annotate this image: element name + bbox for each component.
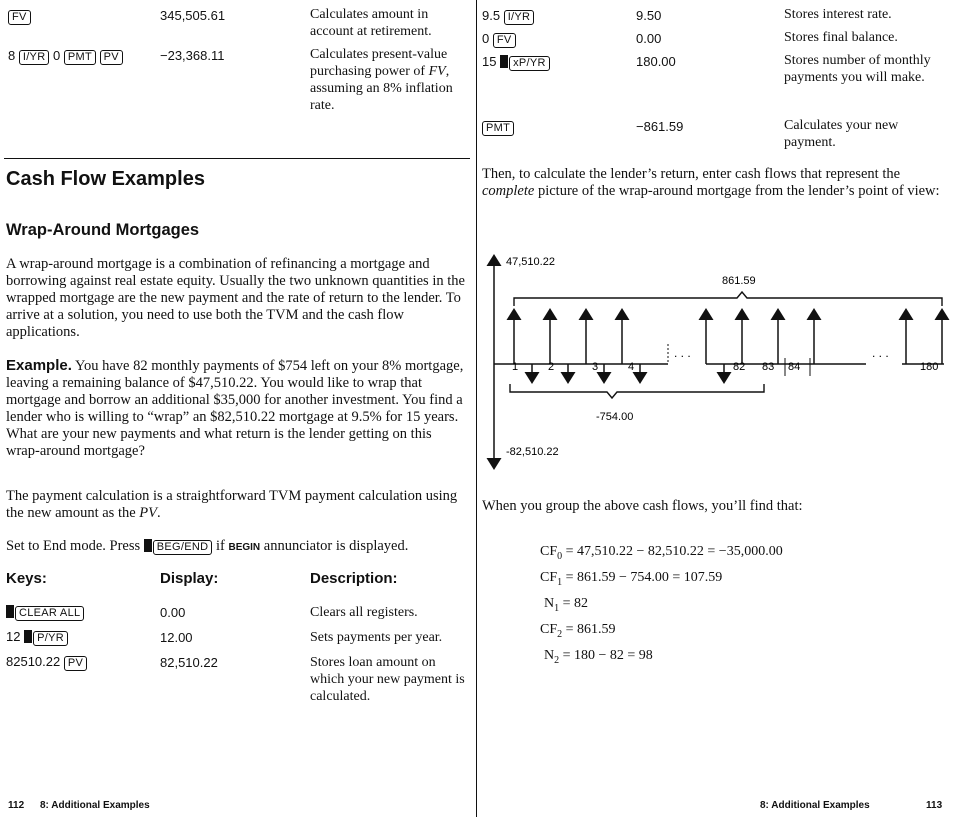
left-row-2-display: 12.00 bbox=[160, 630, 193, 645]
left-row-1-display: 0.00 bbox=[160, 605, 186, 620]
period-label-83: 83 bbox=[762, 361, 775, 373]
right-top-row-2-display: 0.00 bbox=[636, 31, 662, 46]
calculator-key: xP/YR bbox=[509, 56, 550, 71]
left-top-row-1-display: 345,505.61 bbox=[160, 8, 226, 23]
section-divider bbox=[4, 158, 470, 159]
key-entry-text: 8 bbox=[8, 48, 19, 63]
left-top-row-2-description: Calculates present-value purchasing power of FV, assuming an 8% inflation rate. bbox=[310, 47, 453, 113]
section-title: Cash Flow Examples bbox=[6, 168, 205, 190]
left-row-2-description: Sets payments per year. bbox=[310, 630, 443, 645]
period-label-84: 84 bbox=[788, 361, 801, 373]
right-top-row-3-keys bbox=[482, 54, 550, 71]
period-label-1: 1 bbox=[512, 361, 519, 373]
left-row-2-keys bbox=[6, 629, 68, 646]
ellipsis-2: . . . bbox=[872, 346, 889, 360]
key-entry-text: 0 bbox=[49, 48, 64, 63]
calculator-key: I/YR bbox=[504, 10, 535, 25]
calculator-key: PV bbox=[64, 656, 87, 671]
mode-instruction: Set to End mode. Press BEG/END if BEGIN annunciator is displayed. bbox=[6, 538, 409, 554]
right-top-row-1-keys bbox=[482, 8, 534, 25]
left-row-1-keys bbox=[6, 604, 84, 621]
key-entry-text: 12 bbox=[6, 629, 25, 644]
left-row-1-description: Clears all registers. bbox=[310, 605, 418, 620]
calculator-key: CLEAR ALL bbox=[15, 606, 84, 621]
shift-key-icon bbox=[6, 605, 14, 618]
group-paragraph: When you group the above cash flows, you’ll find that: bbox=[482, 498, 803, 514]
calculator-key: FV bbox=[8, 10, 31, 25]
example-paragraph: Example. You have 82 monthly payments of $754 left on your 8% mortgage, leaving a remaining balance of $47,510.22. You would like to wrap that mortgage and borrow an additional $35,000 for another investment. You find a lender who is willing to “wrap” an $82,510.22 mortgage at 9.5% for 15 years. What are your new payments and what return is the lender getting on this wrap-around mortgage? bbox=[6, 357, 464, 459]
label-top-value: 47,510.22 bbox=[506, 256, 555, 268]
cash-flow-diagram bbox=[482, 240, 952, 480]
right-top-row-4-display: −861.59 bbox=[636, 119, 684, 134]
equation-cf1: $CF_1 = 861.59 - 754.00 = 107.59$ bbox=[540, 570, 723, 588]
right-top-row-2-description: Stores final balance. bbox=[784, 30, 898, 45]
calculator-key: PMT bbox=[64, 50, 96, 65]
right-top-row-2-keys bbox=[482, 31, 516, 48]
equation-n2: $N_2 = 180 - 82 = 98$ bbox=[544, 648, 653, 666]
header-display: Display: bbox=[160, 570, 219, 587]
lender-paragraph: Then, to calculate the lender’s return, enter cash flows that represent the complete picture of the wrap-around mortgage from the lender’s point of view: bbox=[482, 166, 940, 199]
begin-annunciator: BEGIN bbox=[228, 542, 261, 553]
equation-cf2: $CF_2 = 861.59$ bbox=[540, 622, 616, 640]
key-entry-text: 0 bbox=[482, 31, 493, 46]
calculator-key: I/YR bbox=[19, 50, 50, 65]
payment-paragraph: The payment calculation is a straightforward TVM payment calculation using the new amount as the PV. bbox=[6, 488, 458, 521]
equation-n1: $N_1 = 82$ bbox=[544, 596, 589, 614]
key-entry-text: 9.5 bbox=[482, 8, 504, 23]
calculator-key: FV bbox=[493, 33, 516, 48]
shift-key-icon bbox=[500, 55, 508, 68]
subsection-title: Wrap-Around Mortgages bbox=[6, 221, 200, 239]
example-label: Example. bbox=[6, 357, 72, 374]
right-top-row-4-description: Calculates your new payment. bbox=[784, 118, 899, 150]
right-top-row-3-description: Stores number of monthly payments you will make. bbox=[784, 53, 931, 85]
right-footer-chapter: 8: Additional Examples bbox=[760, 800, 870, 811]
left-footer-page-number: 112 bbox=[8, 800, 25, 811]
header-keys: Keys: bbox=[6, 570, 47, 587]
payment-brace-bottom bbox=[510, 384, 764, 398]
left-row-3-display: 82,510.22 bbox=[160, 655, 218, 670]
header-description: Description: bbox=[310, 570, 398, 587]
label-bottom-value: -82,510.22 bbox=[506, 446, 559, 458]
right-footer-page-number: 113 bbox=[926, 800, 943, 811]
right-top-row-1-display: 9.50 bbox=[636, 8, 662, 23]
left-row-3-keys bbox=[6, 654, 87, 671]
left-top-row-1-keys bbox=[8, 8, 31, 25]
period-label-82: 82 bbox=[733, 361, 746, 373]
left-top-row-2-keys bbox=[8, 48, 123, 65]
payment-brace-top bbox=[514, 292, 942, 306]
equation-cf0: $CF_0 = 47,510.22 - 82,510.22 = -35,000.00$ bbox=[540, 544, 783, 562]
calculator-key: PV bbox=[100, 50, 123, 65]
label-brace-top: 861.59 bbox=[722, 275, 756, 287]
period-label-4: 4 bbox=[628, 361, 635, 373]
period-label-2: 2 bbox=[548, 361, 555, 373]
intro-paragraph: A wrap-around mortgage is a combination of refinancing a mortgage and borrowing against real estate equity. Usually the two unknown quantities in the wrapped mortgage are the new payment and the rate of return to the lender. To arrive at a solution, you need to use both the TVM and the cash flow applications. bbox=[6, 256, 465, 340]
right-top-row-4-keys bbox=[482, 119, 514, 136]
beg-end-key: BEG/END bbox=[153, 540, 213, 555]
calculator-key: PMT bbox=[482, 121, 514, 136]
ellipsis-1: . . . bbox=[674, 346, 691, 360]
left-top-row-2-display: −23,368.11 bbox=[160, 48, 225, 63]
calculator-key: P/YR bbox=[33, 631, 68, 646]
label-brace-bottom: -754.00 bbox=[596, 411, 634, 423]
left-row-3-description: Stores loan amount on which your new payment is calculated. bbox=[310, 655, 465, 704]
left-footer-chapter: 8: Additional Examples bbox=[40, 800, 150, 811]
shift-key-icon bbox=[24, 630, 32, 643]
period-label-3: 3 bbox=[592, 361, 599, 373]
left-top-row-1-description: Calculates amount in account at retirement. bbox=[310, 7, 432, 39]
key-entry-text: 82510.22 bbox=[6, 654, 64, 669]
right-top-row-1-description: Stores interest rate. bbox=[784, 7, 892, 22]
period-label-180: 180 bbox=[920, 361, 939, 373]
page-gutter-rule bbox=[476, 0, 477, 817]
key-entry-text: 15 bbox=[482, 54, 501, 69]
shift-key-icon bbox=[144, 539, 152, 552]
right-top-row-3-display: 180.00 bbox=[636, 54, 676, 69]
